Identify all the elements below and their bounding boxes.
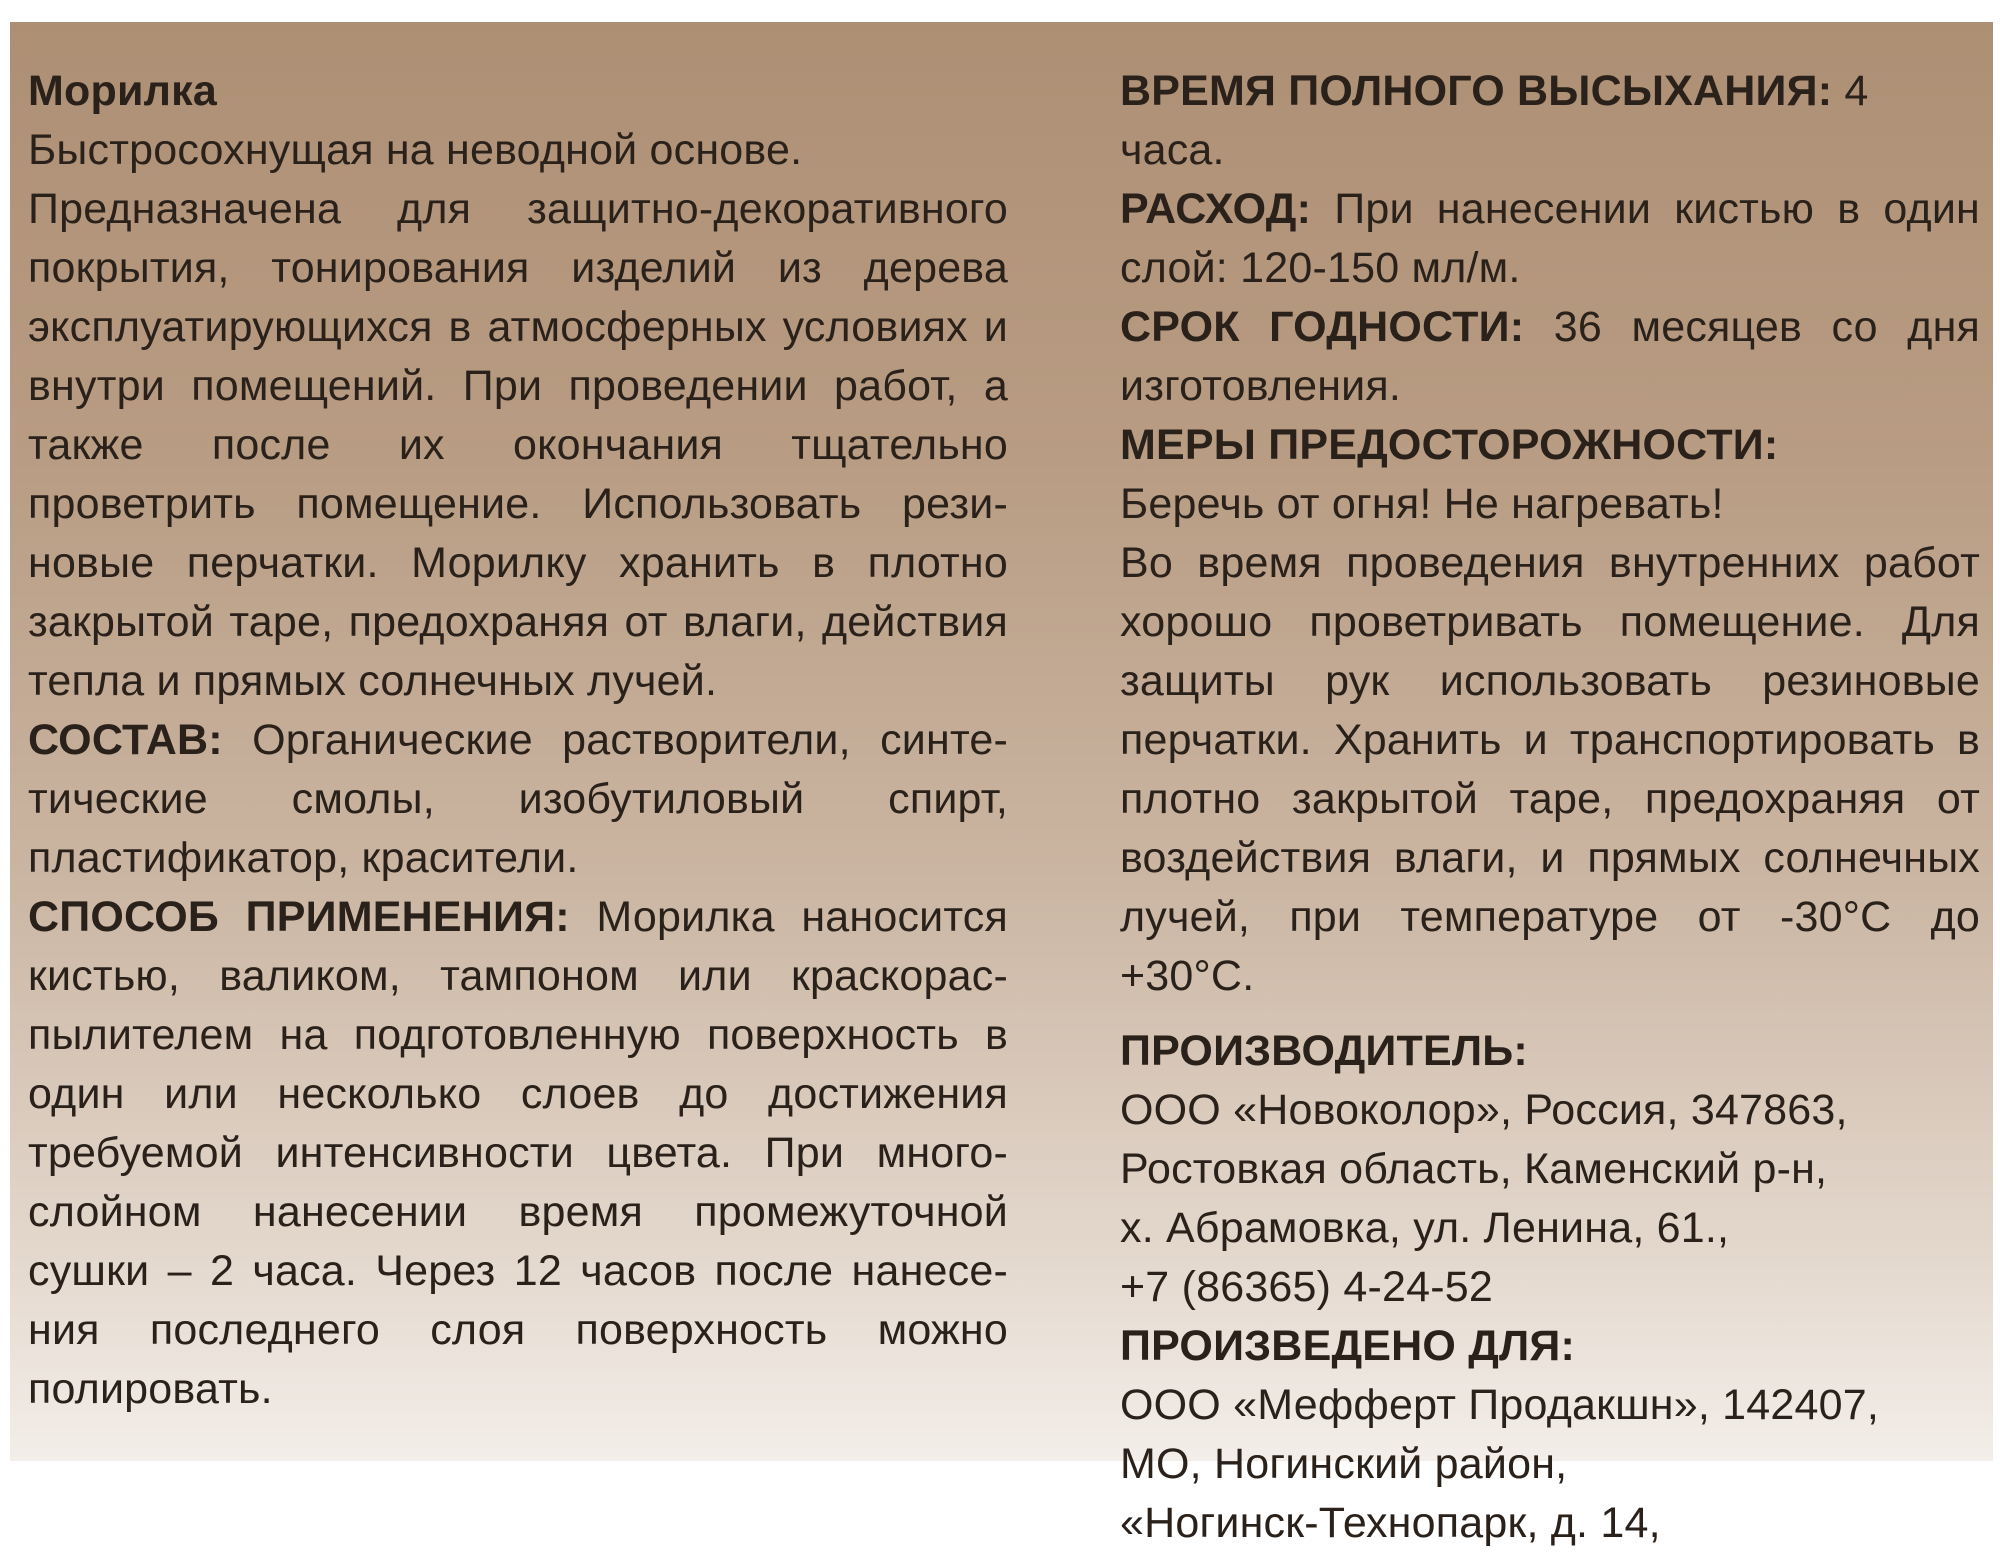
- precautions-label: МЕРЫ ПРЕДОСТОРОЖНОСТИ:: [1120, 421, 1779, 469]
- shelf-life-section: [1120, 298, 1980, 416]
- manufacturer-line-3: х. Абрамовка, ул. Ленина, 61.,: [1120, 1204, 1730, 1252]
- precautions-warning: Беречь от огня! Не нагревать!: [1120, 480, 1724, 528]
- produced-for-label: ПРОИЗВЕДЕНО ДЛЯ:: [1120, 1322, 1576, 1370]
- product-label: [10, 22, 1993, 1547]
- application-label: СПОСОБ ПРИМЕНЕНИЯ:: [28, 893, 570, 941]
- application-section: [28, 888, 1008, 1419]
- produced-for-line-1: ООО «Мефферт Продакшн», 142407,: [1120, 1381, 1879, 1429]
- drying-text: 4 часа.: [1120, 67, 1869, 174]
- shelf-life-text: 36 месяцев со дня изготовления.: [1120, 303, 1981, 410]
- consumption-text: При нанесении кистью в один слой: 120-150 мл/м.: [1120, 185, 1980, 292]
- shelf-life-label: СРОК ГОДНОСТИ:: [1120, 303, 1525, 351]
- produced-for-line-2: МО, Ногинский район,: [1120, 1440, 1568, 1488]
- precautions-text: Во время проведения внутренних работ хорошо проветривать помещение. Для защиты рук использовать резиновые перчатки. Хранить и транспортировать в плотно закрытой таре, предохраняя от воздействия влаги, и прямых солнечных лучей, при температуре от -30°С до +30°С.: [1120, 539, 1980, 1000]
- produced-for-line-3: «Ногинск-Технопарк, д. 14,: [1120, 1499, 1661, 1547]
- composition-section: [28, 711, 1008, 888]
- composition-text: Органические растворители, синте-тические смолы, изобутиловый спирт, пластификатор, красители.: [28, 716, 1008, 882]
- drying-label: ВРЕМЯ ПОЛНОГО ВЫСЫХАНИЯ:: [1120, 67, 1833, 115]
- manufacturer-line-2: Ростовкая область, Каменский р-н,: [1120, 1145, 1828, 1193]
- right-column: [1120, 62, 1980, 1553]
- application-text: Морилка наносится кистью, валиком, тампоном или краскорас-пылителем на подготовленную поверхность в один или несколько слоев до достижения требуемой интенсивности цвета. При много-слойном нанесении время промежуточной сушки – 2 часа. Через 12 часов после нанесе-ния последнего слоя поверхность можно полировать.: [28, 893, 1008, 1413]
- consumption-label: РАСХОД:: [1120, 185, 1312, 233]
- product-description: Предназначена для защитно-декоративного покрытия, тонирования изделий из дерева эксплуатирующихся в атмосферных условиях и внутри помещений. При проведении работ, а также после их окончания тщательно проветрить помещение. Использовать рези-новые перчатки. Морилку хранить в плотно закрытой таре, предохраняя от влаги, действия тепла и прямых солнечных лучей.: [28, 185, 1008, 705]
- composition-label: СОСТАВ:: [28, 716, 223, 764]
- consumption-section: [1120, 180, 1980, 298]
- manufacturer-phone: +7 (86365) 4-24-52: [1120, 1263, 1493, 1311]
- manufacturer-line-1: ООО «Новоколор», Россия, 347863,: [1120, 1086, 1848, 1134]
- product-subtitle: Быстросохнущая на неводной основе.: [28, 126, 803, 174]
- drying-section: [1120, 62, 1980, 180]
- left-column: [28, 62, 1008, 1419]
- manufacturer-label: ПРОИЗВОДИТЕЛЬ:: [1120, 1027, 1528, 1075]
- product-title: Морилка: [28, 67, 217, 115]
